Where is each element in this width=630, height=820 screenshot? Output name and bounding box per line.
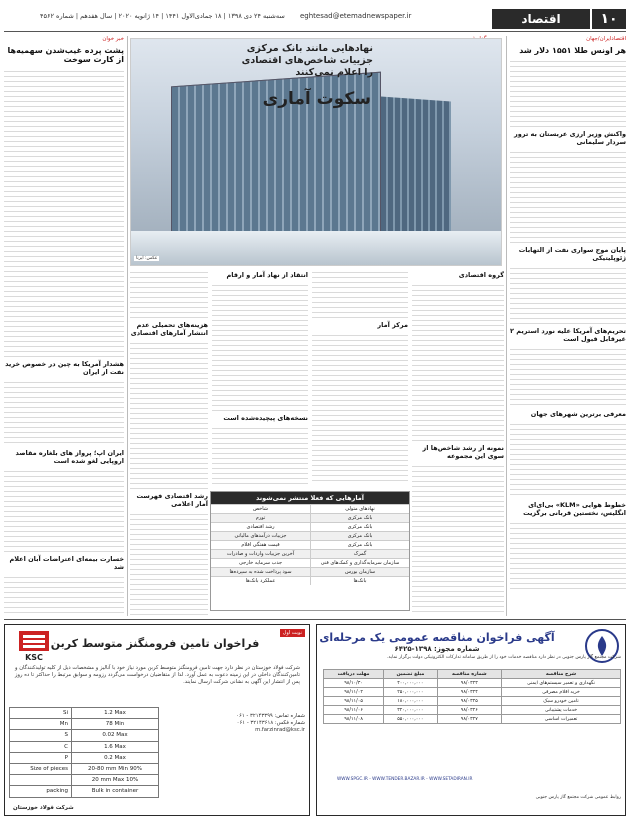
table-row: بانک مرکزی جزییات درآمدهای مالیاتی [211, 531, 409, 540]
table-row: Size of pieces 20-80 mm Min 90% [10, 763, 159, 774]
headline[interactable]: خسارت بیمه‌ای اعتراضات آبان اعلام شد [9, 554, 124, 571]
main-body-col-4 [130, 268, 208, 616]
main-body-col-1 [412, 268, 504, 616]
headline[interactable]: هر اونس طلا ۱۵۵۱ دلار شد [519, 45, 626, 55]
table-row: سازمان سرمایه‌گذاری و کمک‌های فنی جذب سرمایه خارجی [211, 558, 409, 567]
headline[interactable]: تحریم‌های آمریکا علیه نورد استریم ۲ غیرقابل قبول است [510, 327, 626, 344]
headline[interactable]: معرفی برترین شهرهای جهان [530, 410, 626, 419]
table-row: بانک‌ها عملکرد بانک‌ها [211, 576, 409, 585]
ad-title[interactable]: فراخوان تامین فرومنگنز متوسط کربن [50, 637, 260, 650]
date-line: سه‌شنبه ۲۴ دی ۱۳۹۸ | ۱۸ جمادی‌الاول ۱۴۴۱ | ۱۴ ژانویه ۲۰۲۰ | سال هفدهم | شماره ۴۵۶۲ [40, 12, 285, 20]
sub-heading: هزینه‌های تحمیلی عدم انتشار آمارهای اقتصادی [130, 321, 208, 337]
table-row: تامین خودرو سبک ۹۸/۰۳۲۵ ۱۸۰,۰۰۰,۰۰۰ ۹۸/۱۱/۰۵ [324, 697, 621, 706]
main-body-col-2 [312, 268, 408, 490]
headline[interactable]: هشدار آمریکا به چین در خصوص خرید نفت از ایران [5, 359, 124, 376]
sub-heading: انتقاد از نهاد آمار و ارقام [226, 271, 308, 279]
left-column-label: خبر خوان [102, 36, 124, 42]
website[interactable]: eghtesad@etemadnewspaper.ir [300, 12, 412, 20]
table-row: نگهداری و تعمیر سیستم‌های ایمنی ۹۸/۰۳۲۳ ۴۰۰,۰۰۰,۰۰۰ ۹۸/۱۰/۳۰ [324, 679, 621, 688]
ad-footer: روابط عمومی شرکت مجتمع گاز پارس جنوبی [535, 795, 621, 800]
table-row: packing Bulk in container [10, 786, 159, 797]
ad-ferromanganese [4, 624, 310, 816]
ad-title[interactable]: آگهی فراخوان مناقصه عمومی یک مرحله‌ای [319, 631, 555, 644]
sub-heading: رشد اقتصادی فهرست آمار اعلامی [136, 492, 208, 508]
ad-tender [316, 624, 626, 816]
ad-tag: نوبت اول [280, 629, 305, 637]
ad-contact: شماره تماس: ۳۲۱۴۳۳۹۹ - ۰۶۱ شماره فکس: ۳۲۱۴۳۶۱۸ - ۰۶۱ m.farzinrad@ksc.ir [165, 713, 305, 734]
table-row: Si 1.2 Max [10, 708, 159, 719]
main-headline[interactable]: سکوت آماری [262, 89, 371, 109]
main-body-col-3 [212, 268, 308, 490]
section-title: اقتصاد [492, 9, 590, 29]
table-row: گمرک آخرین جزییات واردات و صادرات [211, 549, 409, 558]
sub-heading: مرکز آمار [377, 321, 408, 329]
table-row: بانک مرکزی رشد اقتصادی [211, 522, 409, 531]
table-header-row: شرح مناقصه شماره مناقصه مبلغ تضمین مهلت دریافت [324, 670, 621, 679]
right-column [510, 36, 626, 616]
header-divider [4, 31, 626, 32]
tender-table [323, 669, 621, 724]
column-divider [127, 36, 128, 616]
ad-signature: شرکت فولاد خوزستان [13, 805, 74, 811]
headline[interactable]: پشت پرده غیب‌شدن سهمیه‌ها از کارت سوخت [7, 45, 124, 65]
table-row: S 0.02 Max [10, 730, 159, 741]
sub-heading: گروه اقتصادی [458, 271, 504, 279]
sub-heading: نسخه‌های پیچیده‌شده است [223, 414, 308, 422]
right-column-label: اقتصادایران/جهان [586, 36, 626, 42]
table-row: سازمان بورس سود پرداخت شده به سپرده‌ها [211, 567, 409, 576]
table-row: Mn 78 Min [10, 719, 159, 730]
table-row: تعمیرات اساسی ۹۸/۰۳۲۷ ۵۵۰,۰۰۰,۰۰۰ ۹۸/۱۱/۰۸ [324, 715, 621, 724]
spec-table [9, 707, 159, 798]
sub-heading: نمونه از رشد شاخص‌ها از سوی این مجموعه [422, 444, 504, 460]
ad-url[interactable]: WWW.SPGC.IR - WWW.TENDER.BAZAR.IR - WWW.SETADIRAN.IR [337, 777, 473, 782]
main-title[interactable]: نهادهایی مانند بانک مرکزی جزییات شاخص‌های اقتصادی را اعلام نمی‌کنند [241, 43, 373, 78]
table-row: C 1.6 Max [10, 741, 159, 752]
table-row: بانک مرکزی قیمت هفتگی اقلام [211, 540, 409, 549]
table-row: خدمات پشتیبانی ۹۸/۰۳۲۶ ۳۲۰,۰۰۰,۰۰۰ ۹۸/۱۱/۰۶ [324, 706, 621, 715]
page-header [0, 0, 630, 34]
ad-body: شرکت فولاد خوزستان در نظر دارد جهت تامین فرومنگنز متوسط کربن مورد نیاز خود با آنالیز و مشخصات ذیل از کلیه تولیدکنندگان و تامین‌کنندگان داخلی در این زمینه دعوت به عمل آورد. لذا از متقاضیان درخواست می‌گردد رزومه و سوابق مرتبط را حداکثر تا ده روز پس از انتشار این آگهی به نشانی شرکت ارسال نمایند. [15, 665, 300, 685]
page-number: ۱۰ [592, 9, 626, 29]
ad-email[interactable]: m.farzinrad@ksc.ir [255, 727, 305, 733]
table-row: خرید اقلام مصرفی ۹۸/۰۳۲۴ ۲۵۰,۰۰۰,۰۰۰ ۹۸/۱۱/۰۲ [324, 688, 621, 697]
photo-credit: عکس: ایرنا [136, 256, 158, 261]
table-header-row: نهادهای متولی شاخص [211, 504, 409, 513]
ad-description: شرکت مجتمع گاز پارس جنوبی در نظر دارد مناقصه خدمات خود را از طریق سامانه تدارکات الکترونیکی دولت برگزار نماید. [386, 655, 621, 660]
headline[interactable]: واکنش وزیر ارزی عربستان به ترور سردار سلیمانی [514, 130, 626, 147]
table-row: P 0.2 Max [10, 752, 159, 763]
headline[interactable]: ایران اپ؛ پرواز های بلغاره مقاصد اروپایی لغو شده است [15, 448, 124, 465]
ad-number: شماره مجوز: ۱۳۹۸-۶۴۲۵ [394, 645, 480, 653]
svg-text:KSC: KSC [25, 653, 43, 662]
table-row: بانک مرکزی تورم [211, 513, 409, 522]
stats-table-title: آمارهایی که فعلا منتشر نمی‌شوند [211, 492, 409, 504]
stats-table [210, 491, 410, 611]
table-row: 20 mm Max 10% [10, 775, 159, 786]
ads-divider [4, 619, 626, 620]
column-divider [506, 36, 507, 616]
headline[interactable]: خطوط هوایی «KLM» بی‌ای‌ای انگلیس، نخستین قربانی برگزیت [523, 501, 626, 518]
headline[interactable]: پایان موج سواری نفت از التهابات ژئوپلیتیکی [518, 246, 626, 263]
left-column [4, 36, 124, 616]
main-photo [130, 38, 502, 266]
fountain-illustration [131, 231, 502, 265]
